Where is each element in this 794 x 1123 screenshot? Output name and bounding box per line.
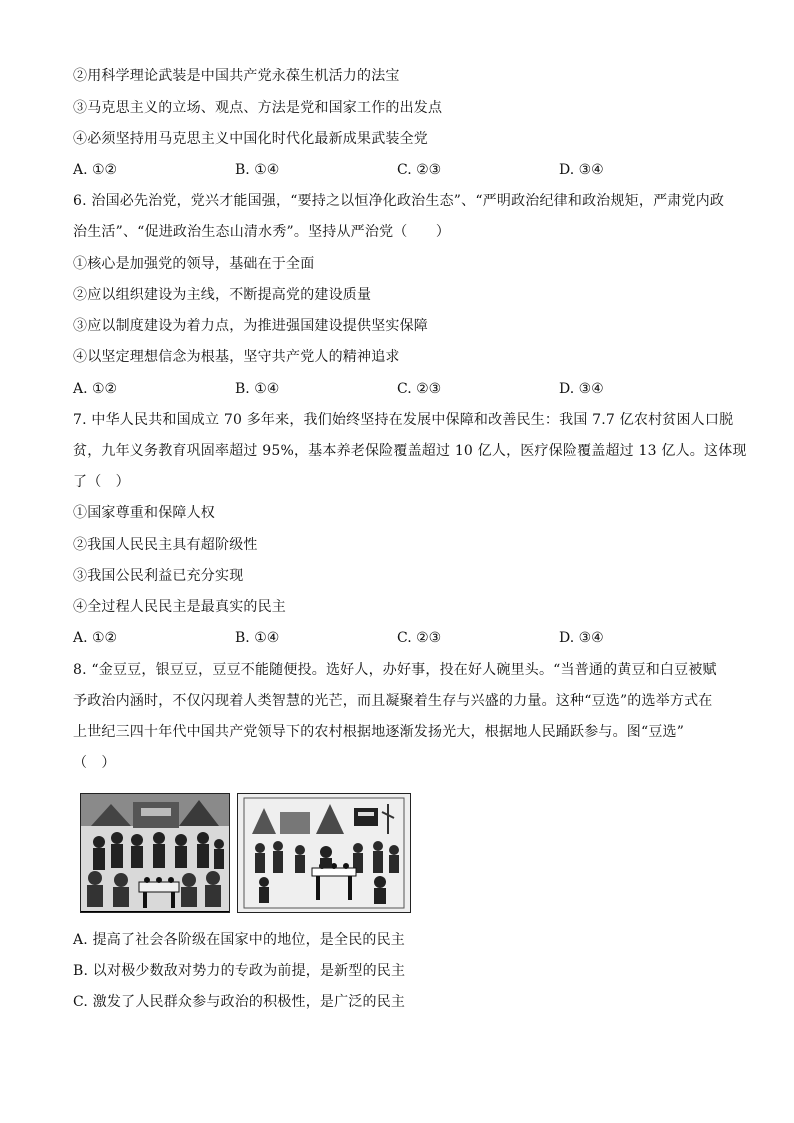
bean-vote-woodcut-left xyxy=(80,793,230,913)
q6-option-d[interactable]: D. ③④ xyxy=(559,381,604,397)
q6-statement-4: ④以坚定理想信念为根基，坚守共产党人的精神追求 xyxy=(73,349,400,365)
q7-options xyxy=(73,628,733,648)
q8-option-b[interactable]: B. 以对极少数敌对势力的专政为前提，是新型的民主 xyxy=(73,963,406,979)
q5-statement-2: ②用科学理论武装是中国共产党永葆生机活力的法宝 xyxy=(73,68,400,84)
q7-statement-3: ③我国公民利益已充分实现 xyxy=(73,568,244,584)
q7-statement-1: ①国家尊重和保障人权 xyxy=(73,505,215,521)
q6-options xyxy=(73,379,733,399)
q8-stem-line-4: （ ） xyxy=(73,755,116,771)
q8-option-c[interactable]: C. 激发了人民群众参与政治的积极性，是广泛的民主 xyxy=(73,994,406,1010)
q7-option-c[interactable]: C. ②③ xyxy=(397,630,442,646)
q7-stem-line-1: 7. 中华人民共和国成立 70 多年来，我们始终坚持在发展中保障和改善民生：我国 7.7 亿农村贫困人口脱 xyxy=(73,412,734,428)
q5-statement-4: ④必须坚持用马克思主义中国化时代化最新成果武装全党 xyxy=(73,131,428,147)
q5-option-b[interactable]: B. ①④ xyxy=(235,162,280,178)
q6-statement-2: ②应以组织建设为主线，不断提高党的建设质量 xyxy=(73,287,372,303)
q6-option-a[interactable]: A. ①② xyxy=(73,381,118,397)
q5-options xyxy=(73,160,733,180)
q6-statement-1: ①核心是加强党的领导，基础在于全面 xyxy=(73,256,315,272)
q7-stem-line-3: 了（ ） xyxy=(73,474,130,490)
q7-statement-2: ②我国人民民主具有超阶级性 xyxy=(73,537,258,553)
q7-option-b[interactable]: B. ①④ xyxy=(235,630,280,646)
q6-option-c[interactable]: C. ②③ xyxy=(397,381,442,397)
q7-option-a[interactable]: A. ①② xyxy=(73,630,118,646)
q5-option-c[interactable]: C. ②③ xyxy=(397,162,442,178)
q8-stem-line-3: 上世纪三四十年代中国共产党领导下的农村根据地逐渐发扬光大，根据地人民踊跃参与。图“豆选” xyxy=(73,724,685,740)
q6-statement-3: ③应以制度建设为着力点，为推进强国建设提供坚实保障 xyxy=(73,318,428,334)
q8-stem-line-2: 予政治内涵时，不仅闪现着人类智慧的光芒，而且凝聚着生存与兴盛的力量。这种“豆选”的选举方式在 xyxy=(73,693,713,709)
q6-option-b[interactable]: B. ①④ xyxy=(235,381,280,397)
q8-option-a[interactable]: A. 提高了社会各阶级在国家中的地位，是全民的民主 xyxy=(73,932,406,948)
q5-option-d[interactable]: D. ③④ xyxy=(559,162,604,178)
q7-stem-line-2: 贫，九年义务教育巩固率超过 95%，基本养老保险覆盖超过 10 亿人，医疗保险覆盖超过 13 亿人。这体现 xyxy=(73,443,747,459)
q6-stem-line-1: 6. 治国必先治党，党兴才能国强，“要持之以恒净化政治生态”、“严明政治纪律和政治规矩，严肃党内政 xyxy=(73,193,725,209)
q5-option-a[interactable]: A. ①② xyxy=(73,162,118,178)
q7-statement-4: ④全过程人民民主是最真实的民主 xyxy=(73,599,286,615)
q6-stem-line-2: 治生活”、“促进政治生态山清水秀”。坚持从严治党（ ） xyxy=(73,224,451,240)
q8-stem-line-1: 8. “金豆豆，银豆豆，豆豆不能随便投。选好人，办好事，投在好人碗里头。“当普通的黄豆和白豆被赋 xyxy=(73,662,717,678)
bean-vote-woodcut-right xyxy=(237,793,411,913)
q7-option-d[interactable]: D. ③④ xyxy=(559,630,604,646)
q5-statement-3: ③马克思主义的立场、观点、方法是党和国家工作的出发点 xyxy=(73,100,443,116)
